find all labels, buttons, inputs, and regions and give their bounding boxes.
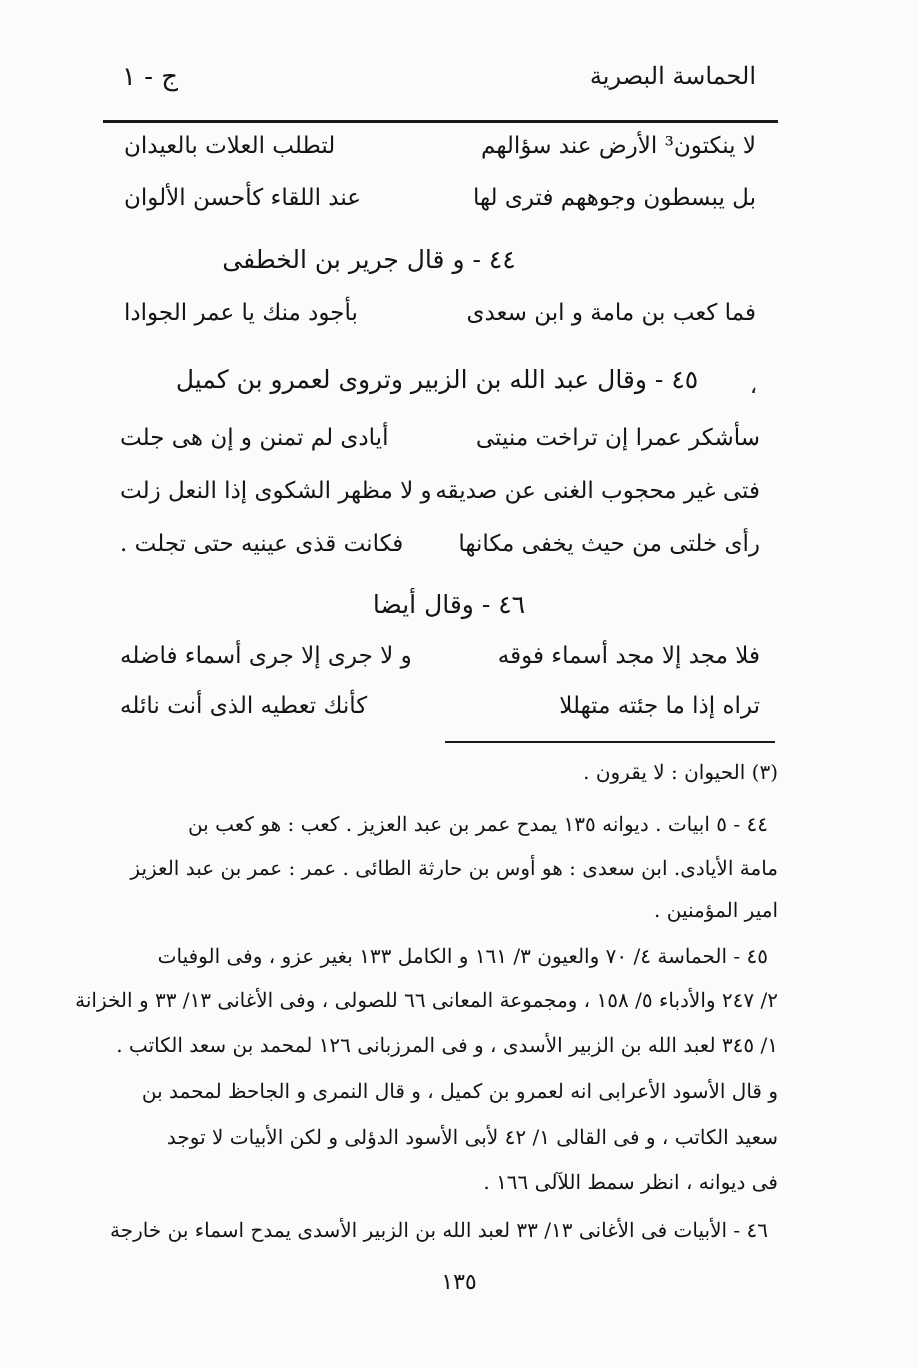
verse-line: [120, 425, 760, 465]
verse-hemistich-2: و لا جرى إلا جرى أسماء فاضله: [120, 643, 412, 669]
verse-hemistich-1: فما كعب بن مامة و ابن سعدى: [466, 300, 756, 326]
poem-heading: ٤٥ - وقال عبد الله بن الزبير وتروى لعمرو بن كميل: [175, 365, 699, 394]
running-title: الحماسة البصرية: [589, 62, 756, 90]
footnote-line: (٣) الحيوان : لا يقرون .: [583, 760, 778, 784]
verse-hemistich-2: أيادى لم تمنن و إن هى جلت: [120, 425, 389, 451]
footnote-line: امير المؤمنين .: [654, 898, 778, 922]
footnote-rule: [445, 741, 775, 743]
footnote-line: و قال الأسود الأعرابى انه لعمرو بن كميل ، و قال النمرى و الجاحظ لمحمد بن: [141, 1079, 778, 1103]
verse-hemistich-1: تراه إذا ما جئته متهللا: [559, 693, 760, 719]
verse-hemistich-2: و لا مظهر الشكوى إذا النعل زلت: [120, 478, 432, 504]
footnote-line: ٤٤ - ٥ ابيات . ديوانه ١٣٥ يمدح عمر بن عبد العزيز . كعب : هو كعب بن: [187, 812, 768, 836]
verse-hemistich-1: سأشكر عمرا إن تراخت منيتى: [475, 425, 760, 451]
footnote-line: ٤٦ - الأبيات فى الأغانى ١٣/ ٣٣ لعبد الله بن الزبير الأسدى يمدح اسماء بن خارجة: [110, 1218, 768, 1242]
verse-hemistich-2: كأنك تعطيه الذى أنت نائله: [120, 693, 368, 719]
poem-heading: ٤٦ - وقال أيضا: [372, 590, 526, 619]
verse-line: [120, 478, 760, 518]
verse-line: [120, 643, 760, 683]
verse-hemistich-2: بأجود منك يا عمر الجوادا: [124, 300, 358, 326]
page-number: ١٣٥: [441, 1270, 477, 1295]
verse-line: [120, 693, 760, 733]
margin-mark: ،: [750, 374, 758, 399]
verse-hemistich-1: فلا مجد إلا مجد أسماء فوقه: [497, 643, 760, 669]
verse-hemistich-2: عند اللقاء كأحسن الألوان: [124, 185, 362, 211]
verse-hemistich-2: لتطلب العلات بالعيدان: [124, 133, 336, 159]
footnote-line: سعيد الكاتب ، و فى القالى ١/ ٤٢ لأبى الأسود الدؤلى و لكن الأبيات لا توجد: [166, 1125, 778, 1149]
header-rule: [103, 120, 778, 123]
verse-line: [124, 300, 756, 340]
poem-heading: ٤٤ - و قال جرير بن الخطفى: [222, 245, 516, 274]
volume-label: ج - ١: [122, 62, 179, 92]
footnote-line: ٢/ ٢٤٧ والأدباء ٥/ ١٥٨ ، ومجموعة المعانى ٦٦ للصولى ، وفى الأغانى ١٣/ ٣٣ و الخزانة: [75, 988, 778, 1012]
verse-line: [124, 133, 756, 173]
verse-line: [120, 531, 760, 571]
verse-hemistich-1: رأى خلتى من حيث يخفى مكانها: [458, 531, 760, 557]
footnote-line: ٤٥ - الحماسة ٤/ ٧٠ والعيون ٣/ ١٦١ و الكامل ١٣٣ بغير عزو ، وفى الوفيات: [157, 944, 768, 968]
verse-hemistich-2: فكانت قذى عينيه حتى تجلت .: [120, 531, 404, 557]
verse-hemistich-1: لا ينكتون³ الأرض عند سؤالهم: [481, 133, 756, 159]
verse-hemistich-1: فتى غير محجوب الغنى عن صديقه: [435, 478, 760, 504]
verse-line: [124, 185, 756, 225]
footnote-line: ١/ ٣٤٥ لعبد الله بن الزبير الأسدى ، و فى المرزبانى ١٢٦ لمحمد بن سعد الكاتب .: [116, 1033, 778, 1057]
footnote-line: مامة الأيادى. ابن سعدى : هو أوس بن حارثة الطائى . عمر : عمر بن عبد العزيز: [130, 856, 778, 880]
verse-hemistich-1: بل يبسطون وجوههم فترى لها: [472, 185, 756, 211]
footnote-line: فى ديوانه ، انظر سمط اللآلى ١٦٦ .: [483, 1170, 778, 1194]
